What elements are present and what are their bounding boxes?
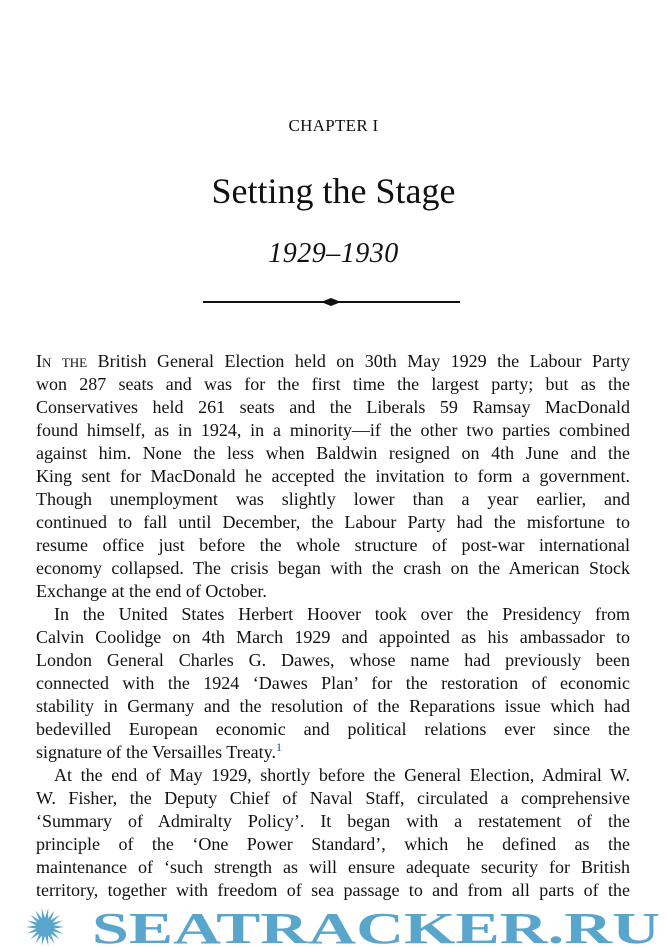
line-text: territory, together with freedom of sea passage to and from all parts of the — [36, 880, 630, 900]
text-line — [36, 419, 630, 442]
line-text: bedevilled European economic and political relations ever since the — [36, 719, 630, 739]
line-text: W. Fisher, the Deputy Chief of Naval Staff, circulated a comprehensive — [36, 788, 630, 808]
text-line — [36, 833, 630, 856]
chapter-years: 1929–1930 — [268, 238, 399, 269]
line-text: London General Charles G. Dawes, whose name had previously been — [36, 650, 630, 670]
text-line — [36, 741, 630, 764]
line-text: economy collapsed. The crisis began with the crash on the American Stock — [36, 558, 630, 578]
text-line — [36, 350, 630, 373]
line-text: connected with the 1924 ‘Dawes Plan’ for the restoration of economic — [36, 673, 630, 693]
line-text: At the end of May 1929, shortly before the General Election, Admiral W. — [54, 765, 630, 785]
text-line — [36, 672, 630, 695]
text-line — [36, 511, 630, 534]
text-line — [36, 879, 630, 902]
text-line — [36, 649, 630, 672]
line-text: against him. None the less when Baldwin resigned on 4th June and the — [36, 443, 630, 463]
text-line — [36, 488, 630, 511]
line-text: stability in Germany and the resolution of the Reparations issue which had — [36, 696, 630, 716]
body-text — [36, 350, 630, 902]
watermark-text: SEATRACKER.RU — [92, 907, 660, 947]
watermark — [0, 907, 667, 947]
line-text: found himself, as in 1924, in a minority—if the other two parties combined — [36, 420, 630, 440]
text-line — [36, 557, 630, 580]
text-line — [36, 534, 630, 557]
line-text: Calvin Coolidge on 4th March 1929 and appointed as his ambassador to — [36, 627, 630, 647]
text-line — [36, 856, 630, 879]
small-caps-lead: In the — [36, 351, 88, 371]
text-line — [36, 442, 630, 465]
text-line — [36, 373, 630, 396]
text-line — [36, 764, 630, 787]
text-line — [36, 810, 630, 833]
line-text: resume office just before the whole structure of post-war international — [36, 535, 630, 555]
text-line — [36, 603, 630, 626]
line-text: maintenance of ‘such strength as will ensure adequate security for British — [36, 857, 630, 877]
text-line — [36, 695, 630, 718]
text-line — [36, 787, 630, 810]
line-text: continued to fall until December, the Labour Party had the misfortune to — [36, 512, 630, 532]
line-text: Though unemployment was slightly lower than a year earlier, and — [36, 489, 630, 509]
text-line — [36, 626, 630, 649]
text-line — [36, 396, 630, 419]
chapter-label: CHAPTER I — [288, 116, 379, 135]
text-line — [36, 718, 630, 741]
footnote-link[interactable]: 1 — [275, 740, 282, 754]
text-line — [36, 465, 630, 488]
line-text: Conservatives held 261 seats and the Liberals 59 Ramsay MacDonald — [36, 397, 630, 417]
ornamental-rule — [203, 296, 460, 308]
line-text: signature of the Versailles Treaty. — [36, 742, 276, 762]
line-text: King sent for MacDonald he accepted the invitation to form a government. — [36, 466, 630, 486]
line-text: British General Election held on 30th May 1929 the Labour Party — [87, 351, 630, 371]
line-text: principle of the ‘One Power Standard’, which he defined as the — [36, 834, 630, 854]
starburst-icon — [26, 908, 64, 945]
line-text: won 287 seats and was for the first time the largest party; but as the — [36, 374, 630, 394]
line-text: ‘Summary of Admiralty Policy’. It began with a restatement of the — [36, 811, 630, 831]
chapter-title: Setting the Stage — [211, 171, 456, 211]
text-line — [36, 580, 630, 603]
line-text: Exchange at the end of October. — [36, 581, 267, 601]
line-text: In the United States Herbert Hoover took over the Presidency from — [54, 604, 630, 624]
